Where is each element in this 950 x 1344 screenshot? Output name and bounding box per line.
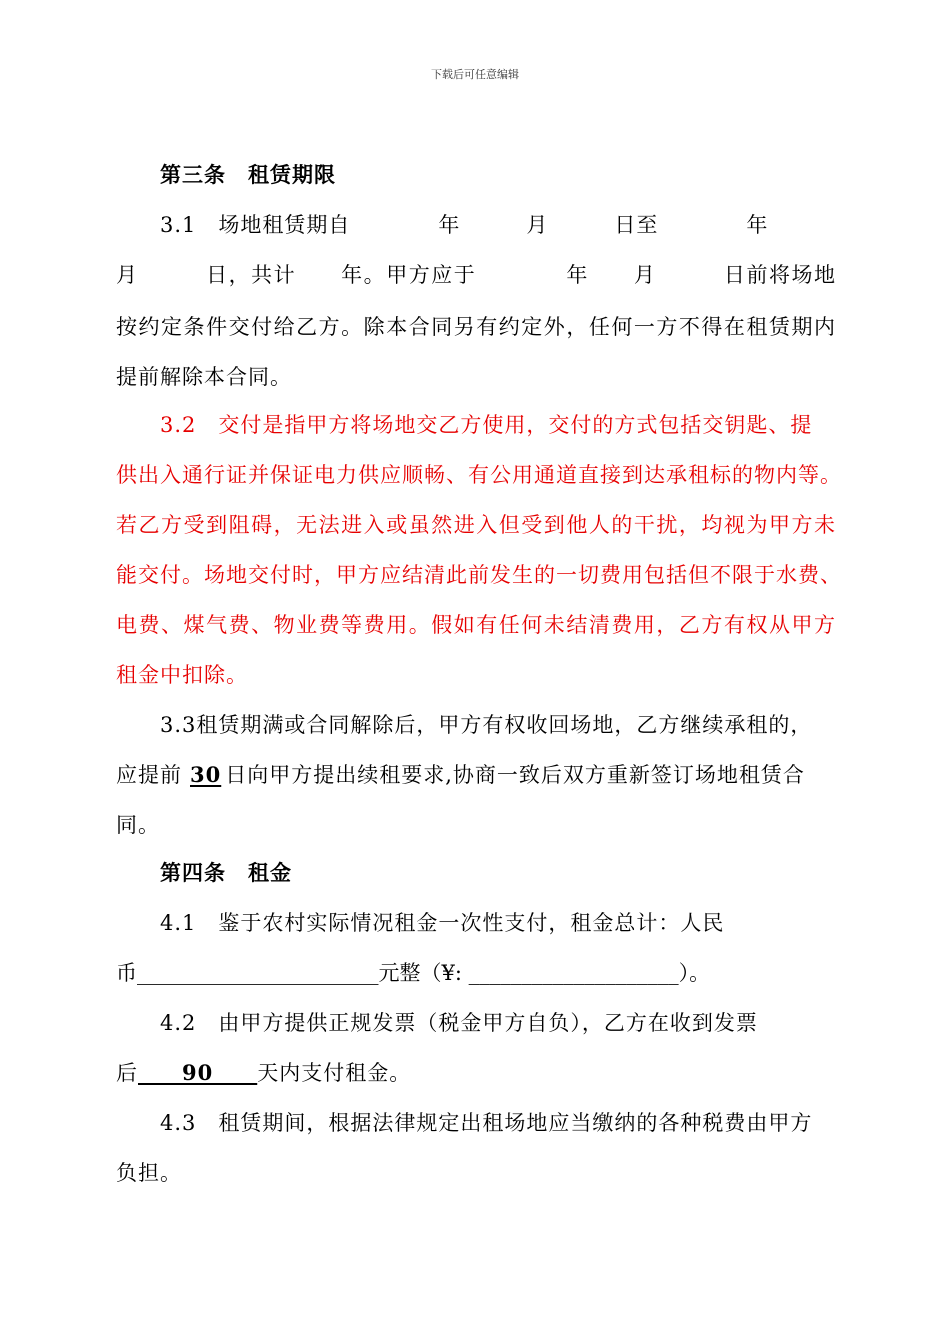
- clause-3-2-line-6: 租金中扣除。: [116, 663, 248, 687]
- clause-3-1-line-2: 月 日，共计 年。甲方应于 年 月 日前将场地: [116, 263, 836, 287]
- clause-4-1-close: ）。: [678, 961, 711, 985]
- clause-3-2-line-1: 3.2 交付是指甲方将场地交乙方使用，交付的方式包括交钥匙、提: [160, 413, 813, 437]
- clause-4-3-line-1: 4.3 租赁期间，根据法律规定出租场地应当缴纳的各种税费由甲方: [160, 1111, 813, 1135]
- clause-4-1-line-2: [116, 960, 710, 986]
- clause-4-2-line-2: [116, 1060, 411, 1086]
- clause-3-3-suffix: 日向甲方提出续租要求,协商一致后双方重新签订场地租赁合: [225, 763, 805, 787]
- clause-3-1-line-3: 按约定条件交付给乙方。除本合同另有约定外，任何一方不得在租赁期内: [116, 315, 836, 339]
- clause-4-1-line-1: 4.1 鉴于农村实际情况租金一次性支付，租金总计：人民: [160, 911, 725, 935]
- clause-3-1-line-1: 3.1 场地租赁期自 年 月 日至 年: [160, 213, 769, 237]
- clause-3-3-line-2: [116, 762, 805, 788]
- clause-3-3-line-3: 同。: [116, 813, 160, 837]
- payment-days: 90: [138, 1060, 258, 1085]
- renewal-notice-days: 30: [190, 762, 222, 787]
- clause-4-3-line-2: 负担。: [116, 1161, 182, 1185]
- clause-3-2-line-5: 电费、煤气费、物业费等费用。假如有任何未结清费用，乙方有权从甲方: [116, 613, 836, 637]
- rent-figure-blank: ____________________: [468, 961, 679, 985]
- clause-3-1-line-4: 提前解除本合同。: [116, 365, 292, 389]
- clause-4-2-suffix: 天内支付租金。: [257, 1061, 412, 1085]
- clause-3-2-line-3: 若乙方受到阻碍，无法进入或虽然进入但受到他人的干扰，均视为甲方未: [116, 513, 836, 537]
- page-header: 下载后可任意编辑: [431, 68, 519, 81]
- clause-3-2-line-4: 能交付。场地交付时，甲方应结清此前发生的一切费用包括但不限于水费、: [116, 563, 842, 587]
- clause-4-2-prefix: 后: [116, 1061, 138, 1085]
- clause-4-2-line-1: 4.2 由甲方提供正规发票（税金甲方自负），乙方在收到发票: [160, 1011, 758, 1035]
- clause-3-3-line-1: 3.3租赁期满或合同解除后，甲方有权收回场地，乙方继续承租的，: [160, 713, 813, 737]
- clause-3-3-prefix: 应提前: [116, 763, 182, 787]
- rent-amount-blank: _______________________: [137, 961, 379, 985]
- article-3-title: 第三条 租赁期限: [160, 162, 336, 187]
- article-4-title: 第四条 租金: [160, 860, 292, 885]
- clause-3-2-line-2: 供出入通行证并保证电力供应顺畅、有公用通道直接到达承租标的物内等。: [116, 463, 842, 487]
- currency-prefix: 币: [116, 961, 137, 985]
- yuan-label: 元整（¥:: [378, 961, 462, 985]
